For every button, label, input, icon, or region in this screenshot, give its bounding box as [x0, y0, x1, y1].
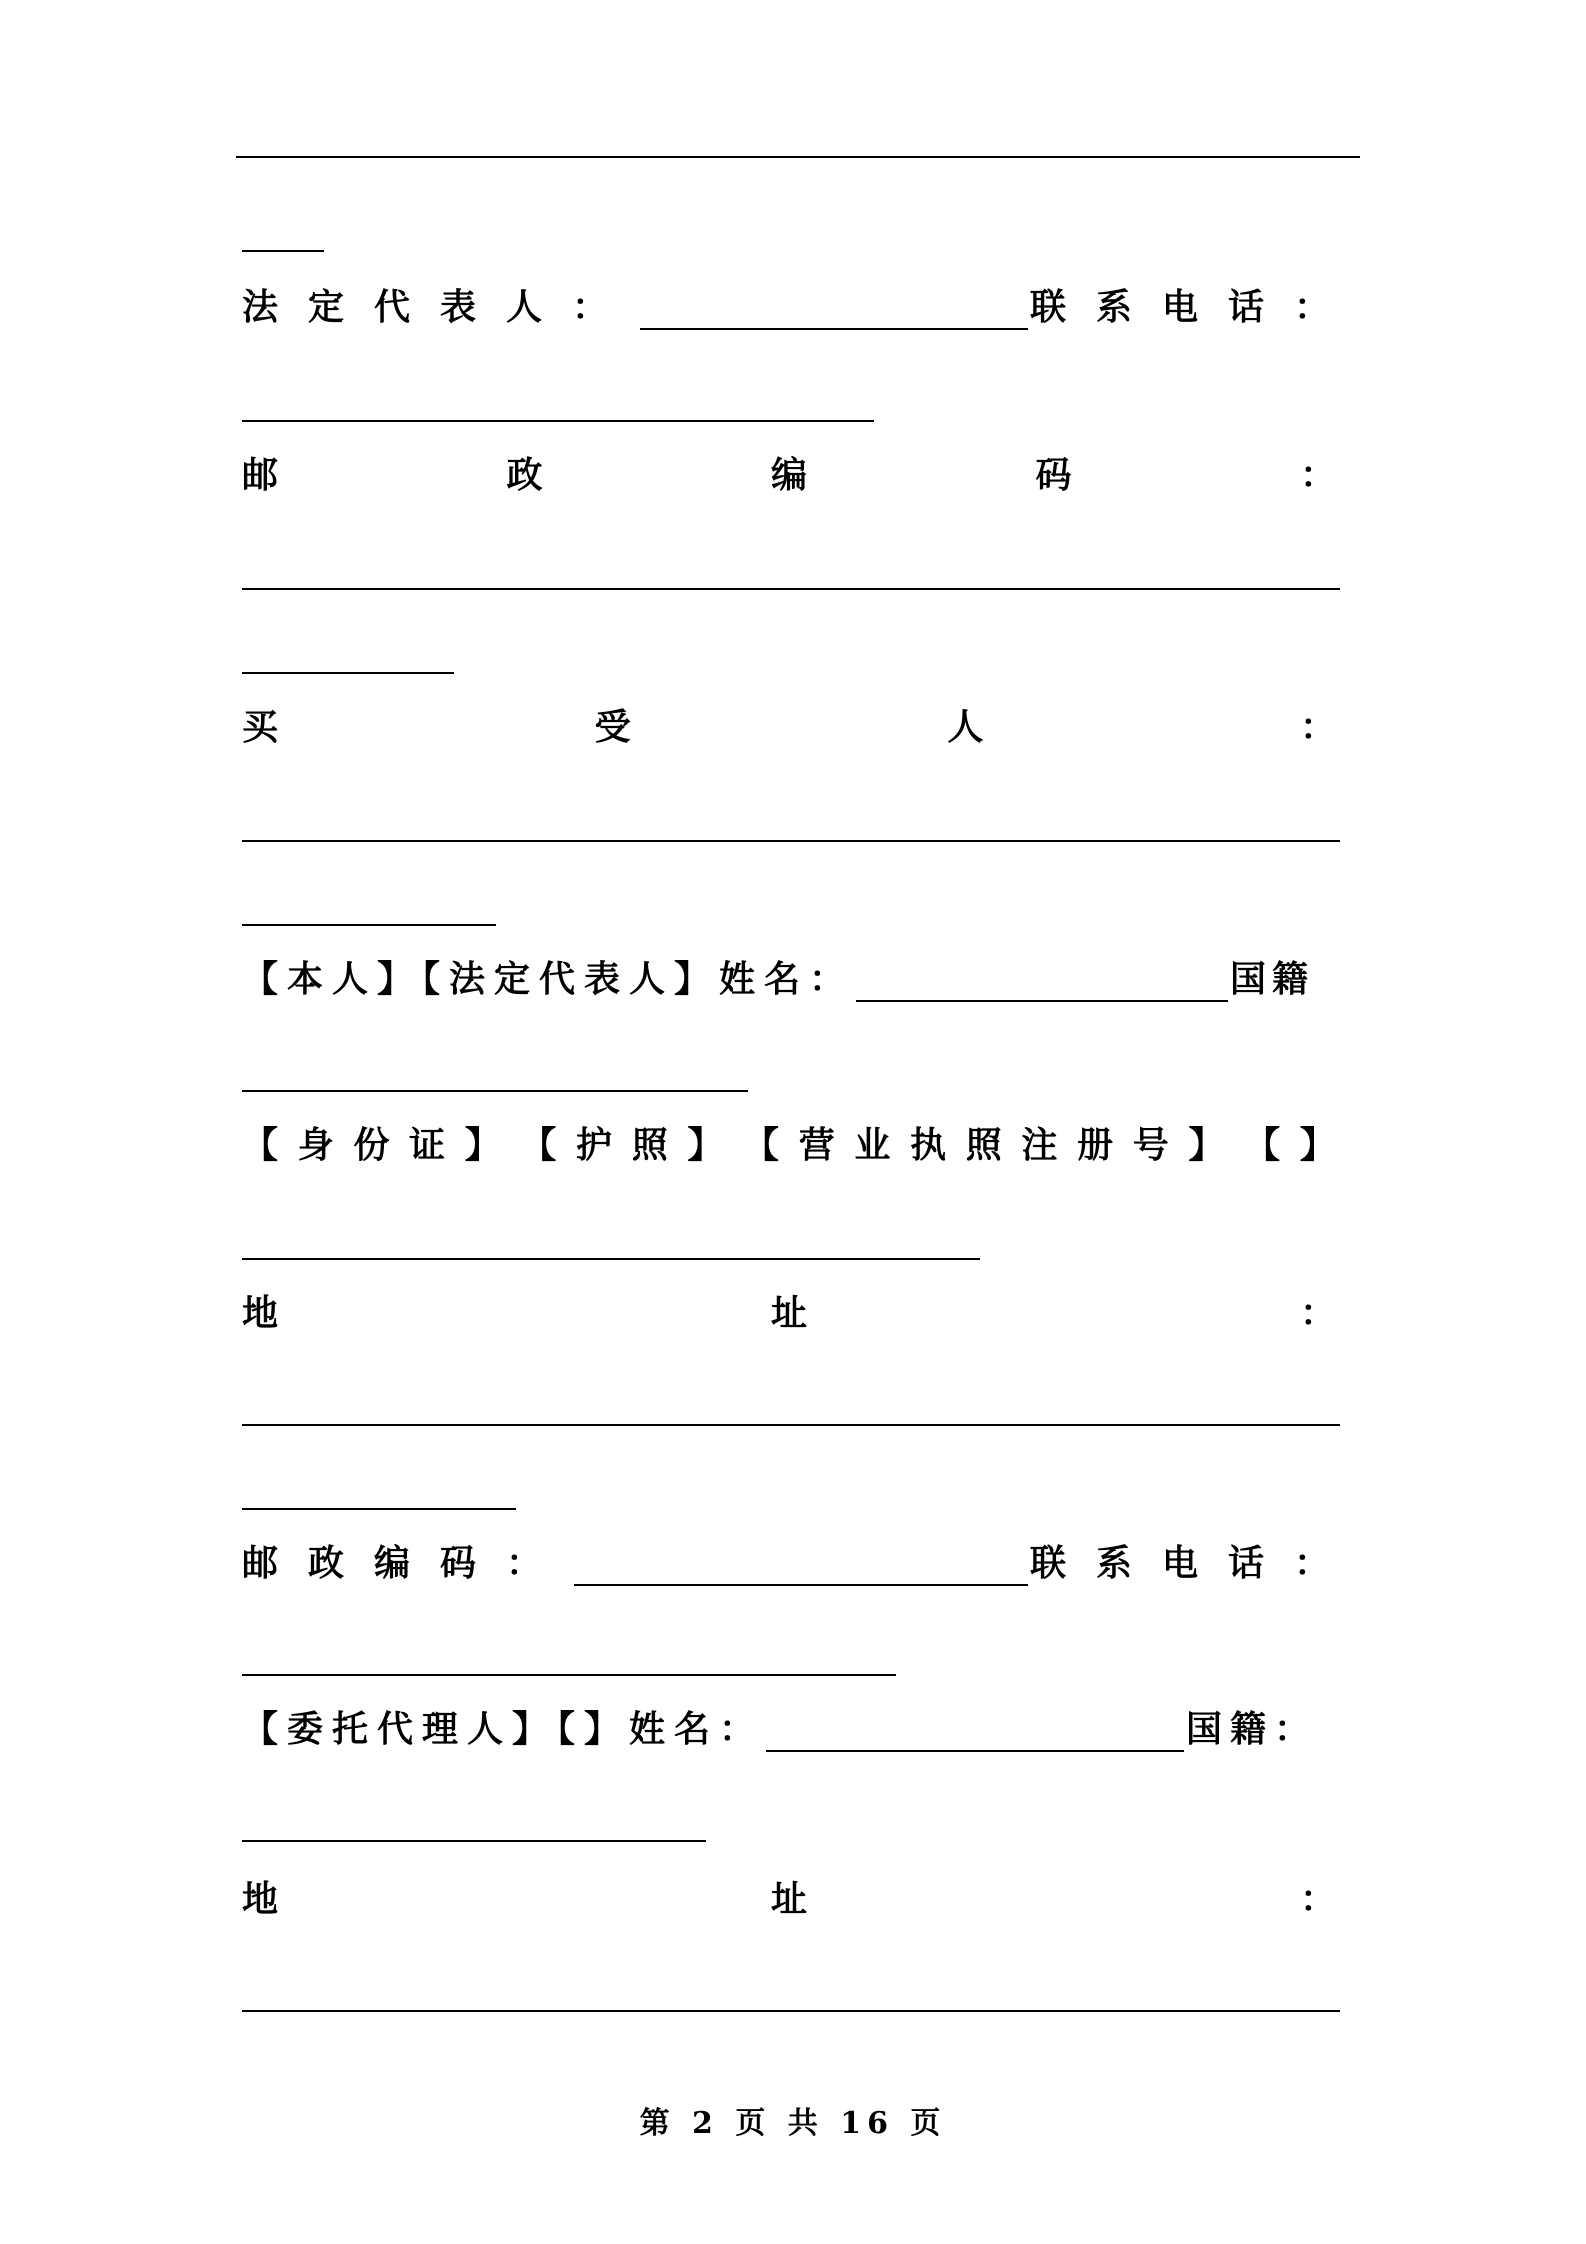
- agent-name-blank[interactable]: [766, 1720, 1184, 1752]
- id-char: 【: [242, 1125, 279, 1166]
- id-char: 护: [576, 1125, 613, 1166]
- blank-line[interactable]: [242, 250, 324, 252]
- postal-code-inline-blank[interactable]: [574, 1554, 1028, 1586]
- buyer-blank-cont[interactable]: [242, 924, 496, 926]
- id-char: 照: [631, 1125, 668, 1166]
- agent-label: 【委托代理人】【】姓名：: [242, 1709, 765, 1750]
- postal-code-blank[interactable]: [242, 588, 1340, 590]
- id-char: 照: [965, 1125, 1002, 1166]
- agent-nationality-blank[interactable]: [242, 1840, 706, 1842]
- address-blank-cont[interactable]: [242, 1508, 516, 1510]
- buyer-nationality-label: 国籍: [1230, 959, 1315, 1000]
- id-char: 营: [798, 1125, 835, 1166]
- legal-rep-blank[interactable]: [640, 298, 1028, 330]
- buyer-char: 受: [594, 707, 631, 748]
- id-char: 】: [687, 1125, 724, 1166]
- buyer-name-blank[interactable]: [856, 970, 1228, 1002]
- id-char: 【: [1244, 1125, 1281, 1166]
- buyer-label-row: [242, 706, 1336, 750]
- postal-char: 政: [506, 455, 543, 496]
- header-rule: [236, 156, 1360, 158]
- phone-blank-2[interactable]: [242, 1674, 896, 1676]
- buyer-char: 人: [947, 707, 984, 748]
- postal-char: 邮: [242, 455, 279, 496]
- address-char: 地: [242, 1879, 279, 1920]
- id-char: 号: [1132, 1125, 1169, 1166]
- postal-code-blank-cont[interactable]: [242, 672, 454, 674]
- buyer-name-row: [242, 958, 1360, 1002]
- id-type-row: [242, 1124, 1336, 1168]
- address-char: ：: [1299, 1879, 1336, 1920]
- postal-char: ：: [1299, 455, 1336, 496]
- postal-char: 编: [770, 455, 807, 496]
- id-number-blank[interactable]: [242, 1258, 980, 1260]
- address-char: ：: [1299, 1293, 1336, 1334]
- id-char: 执: [910, 1125, 947, 1166]
- address-char: 址: [770, 1879, 807, 1920]
- id-char: 【: [520, 1125, 557, 1166]
- postal-phone-row: [242, 1542, 1360, 1586]
- id-char: 份: [353, 1125, 390, 1166]
- page-footer: 第 2 页 共 16 页: [639, 2106, 947, 2141]
- postal-code-label: 邮政编码：: [242, 1543, 573, 1584]
- buyer-name-label: 【本人】【法定代表人】姓名：: [242, 959, 855, 1000]
- agent-address-blank[interactable]: [242, 2010, 1340, 2012]
- legal-rep-label: 法定代表人：: [242, 287, 639, 328]
- agent-address-label-row: [242, 1878, 1336, 1922]
- buyer-blank[interactable]: [242, 840, 1340, 842]
- id-char: 证: [409, 1125, 446, 1166]
- agent-nationality-label: 国籍：: [1186, 1709, 1319, 1750]
- address-char: 址: [770, 1293, 807, 1334]
- address-char: 地: [242, 1293, 279, 1334]
- address-label-row: [242, 1292, 1336, 1336]
- buyer-char: ：: [1299, 707, 1336, 748]
- id-char: 【: [743, 1125, 780, 1166]
- legal-rep-phone-label: 联系电话：: [1029, 287, 1360, 328]
- address-blank[interactable]: [242, 1424, 1340, 1426]
- id-char: 】: [464, 1125, 501, 1166]
- id-char: 身: [297, 1125, 334, 1166]
- legal-rep-row: [242, 286, 1360, 330]
- phone-blank[interactable]: [242, 420, 874, 422]
- phone-label: 联系电话：: [1029, 1543, 1360, 1584]
- id-char: 】: [1299, 1125, 1336, 1166]
- buyer-char: 买: [242, 707, 279, 748]
- postal-code-label-row: [242, 454, 1336, 498]
- id-char: 业: [854, 1125, 891, 1166]
- id-char: 】: [1188, 1125, 1225, 1166]
- id-char: 注: [1021, 1125, 1058, 1166]
- postal-char: 码: [1035, 455, 1072, 496]
- agent-name-row: [242, 1708, 1360, 1752]
- id-char: 册: [1077, 1125, 1114, 1166]
- nationality-blank[interactable]: [242, 1090, 748, 1092]
